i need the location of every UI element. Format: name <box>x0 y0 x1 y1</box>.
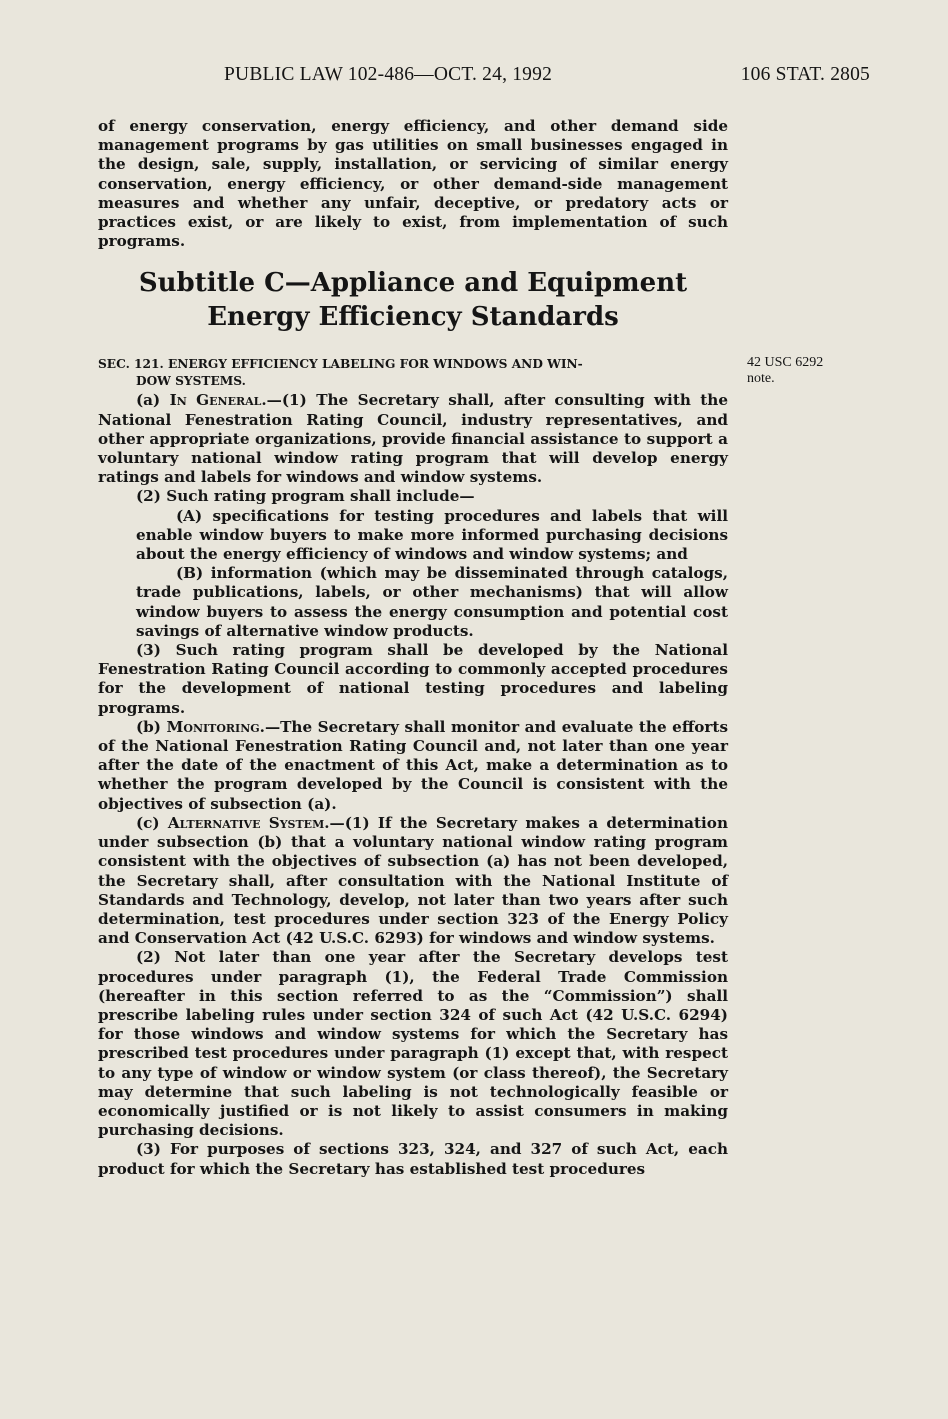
paragraph-a <box>98 391 728 487</box>
paragraph-b-text: .—The Secretary shall monitor and evaluate the efforts of the National Fenestration Rating Council and, not later than one year after the date of the enactment of this Act, make a determination as to whether the program developed by the Council is consistent with the objectives of subsection (a). <box>98 717 729 813</box>
section-title-line-1: SEC. 121. ENERGY EFFICIENCY LABELING FOR WINDOWS AND WIN- <box>98 357 583 372</box>
paragraph-b-prefix: (b) <box>136 717 167 736</box>
subtitle-line-2: Energy Efficiency Standards <box>207 302 619 333</box>
subtitle-heading <box>98 266 728 334</box>
paragraph-c-3: (3) For purposes of sections 323, 324, and 327 of such Act, each product for which the Secretary has established test procedures <box>98 1140 728 1178</box>
paragraph-b <box>98 718 728 814</box>
header-stat-page: 106 STAT. 2805 <box>740 64 870 85</box>
paragraph-a-text: .—(1) The Secretary shall, after consulting with the National Fenestration Rating Council, industry representatives, and other appropriate organizations, provide financial assistance to support a voluntary national window rating program that will develop energy ratings and labels for windows and window systems. <box>98 391 729 487</box>
section-title <box>98 356 728 390</box>
paragraph-c-heading: Alternative System <box>167 813 325 832</box>
section-title-line-2: DOW SYSTEMS. <box>136 374 246 389</box>
paragraph-a-3: (3) Such rating program shall be developed by the National Fenestration Rating Council according to commonly accepted procedures for the development of national testing procedures and labeling programs. <box>98 641 728 717</box>
paragraph-c-text: .—(1) If the Secretary makes a determination under subsection (b) that a voluntary national window rating program consistent with the objectives of subsection (a) has not been developed, the Secretary shall, after consultation with the National Institute of Standards and Technology, develop, not later than two years after such determination, test procedures under section 323 of the Energy Policy and Conservation Act (42 U.S.C. 6293) for windows and window systems. <box>98 813 728 948</box>
paragraph-c-2: (2) Not later than one year after the Secretary develops test procedures under paragraph (1), the Federal Trade Commission (hereafter in this section referred to as the “Commission”) shall prescribe labeling rules under section 324 of such Act (42 U.S.C. 6294) for those windows and window systems for which the Secretary has prescribed test procedures under paragraph (1) except that, with respect to any type of window or window system (or class thereof), the Secretary may determine that such labeling is not technologically feasible or economically justified or is not likely to assist consumers in making purchasing decisions. <box>98 948 728 1140</box>
subtitle-line-1: Subtitle C—Appliance and Equipment <box>138 268 688 299</box>
page-header <box>224 64 870 86</box>
paragraph-b-heading: Monitoring <box>166 717 260 736</box>
paragraph-a-2-B: (B) information (which may be disseminated through catalogs, trade publications, labels, or other mechanisms) that will allow window buyers to assess the energy consumption and potential cost savings of alternative window products. <box>136 564 728 640</box>
intro-paragraph: of energy conservation, energy efficiency, and other demand side management programs by gas utilities on small businesses engaged in the design, sale, supply, installation, or servicing of similar energy conservation, energy efficiency, or other demand-side management measures and whether any unfair, deceptive, or predatory acts or practices exist, or are likely to exist, from implementation of such programs. <box>98 117 728 251</box>
margin-note-suffix: note. <box>747 371 775 386</box>
body-text <box>98 117 728 1179</box>
header-public-law: PUBLIC LAW 102-486—OCT. 24, 1992 <box>224 64 553 85</box>
paragraph-c <box>98 814 728 948</box>
paragraph-a-prefix: (a) <box>136 391 170 410</box>
paragraph-c-prefix: (c) <box>136 813 168 832</box>
paragraph-a-2: (2) Such rating program shall include— <box>136 487 475 506</box>
margin-note <box>747 355 867 387</box>
paragraph-a-heading: In General <box>169 391 262 410</box>
margin-note-citation: 42 USC 6292 <box>747 355 824 370</box>
paragraph-a-2-A: (A) specifications for testing procedures and labels that will enable window buyers to make more informed purchasing decisions about the energy efficiency of windows and window systems; and <box>136 506 728 564</box>
